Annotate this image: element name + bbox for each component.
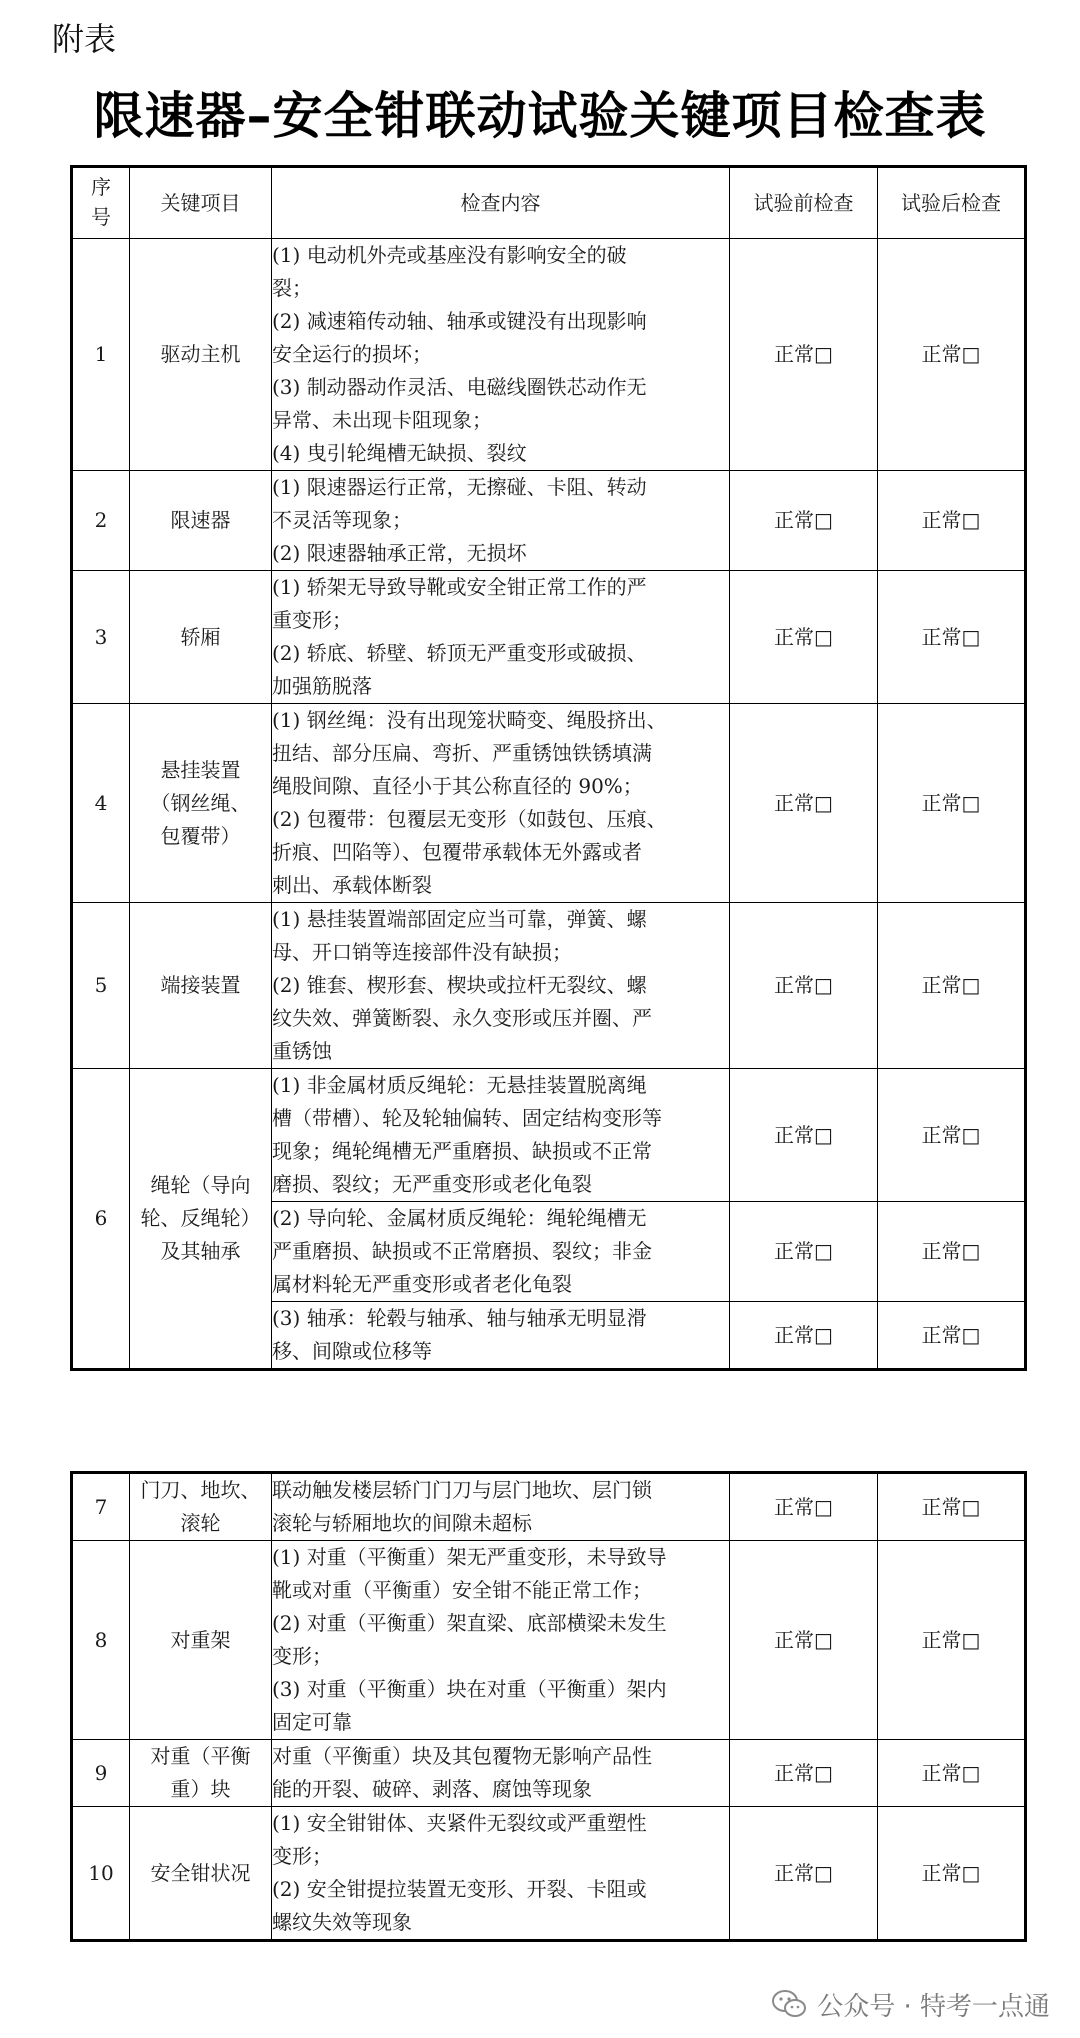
check-content-line: (3) 制动器动作灵活、电磁线圈铁芯动作无 <box>272 375 647 399</box>
check-content-line: 扭结、部分压扁、弯折、严重锈蚀铁锈填满 <box>272 741 652 765</box>
check-content-line: 螺纹失效等现象 <box>272 1910 412 1934</box>
check-content-line: 不灵活等现象； <box>272 508 412 532</box>
check-content-line: (2) 包覆带：包覆层无变形（如鼓包、压痕、 <box>272 807 667 831</box>
check-content-line: (1) 轿架无导致导靴或安全钳正常工作的严 <box>272 575 647 599</box>
check-content-line: 异常、未出现卡阻现象； <box>272 408 492 432</box>
key-item-line: 对重架 <box>170 1627 231 1652</box>
status-before-checkbox: 正常□ <box>730 1302 878 1370</box>
check-content-line: (1) 限速器运行正常，无擦碰、卡阻、转动 <box>272 475 647 499</box>
check-content-line: (2) 锥套、楔形套、楔块或拉杆无裂纹、螺 <box>272 973 647 997</box>
key-item-line: 轿厢 <box>180 624 221 649</box>
check-content <box>272 704 730 903</box>
key-item-line: 限速器 <box>170 508 231 532</box>
check-content-line: 槽（带槽）、轮及轮轴偏转、固定结构变形等 <box>272 1106 662 1130</box>
key-item-line: 驱动主机 <box>160 342 241 366</box>
status-before-checkbox: 正常□ <box>730 1807 878 1941</box>
status-after-checkbox: 正常□ <box>878 1302 1026 1370</box>
check-content-line: 变形； <box>272 1644 332 1668</box>
key-item <box>130 1069 272 1370</box>
check-content-line: (2) 轿底、轿壁、轿顶无严重变形或破损、 <box>272 641 647 665</box>
check-content-line: 滚轮与轿厢地坎的间隙未超标 <box>272 1511 532 1535</box>
table-row <box>72 1473 1026 1541</box>
watermark <box>771 1982 1050 2026</box>
check-content-line: 移、间隙或位移等 <box>272 1339 432 1363</box>
key-item <box>130 1740 272 1807</box>
check-content-line: 磨损、裂纹；无严重变形或老化龟裂 <box>272 1172 592 1196</box>
status-before-checkbox: 正常□ <box>730 1069 878 1202</box>
check-content-line: 安全运行的损坏； <box>272 342 432 366</box>
key-item <box>130 1541 272 1740</box>
check-content-line: 现象；绳轮绳槽无严重磨损、缺损或不正常 <box>272 1139 652 1163</box>
inspection-table-part-1 <box>70 165 1027 1371</box>
check-content-line: 加强筋脱落 <box>272 674 372 698</box>
status-after-checkbox: 正常□ <box>878 471 1026 571</box>
key-item-line: 端接装置 <box>160 973 241 997</box>
check-content-line: 裂； <box>272 276 312 300</box>
key-item-line: 轮、反绳轮） <box>140 1206 261 1230</box>
status-before-checkbox: 正常□ <box>730 1202 878 1302</box>
check-content-line: (4) 曳引轮绳槽无缺损、裂纹 <box>272 441 527 465</box>
row-number: 4 <box>72 704 130 903</box>
check-content-line: (2) 安全钳提拉装置无变形、开裂、卡阻或 <box>272 1877 647 1901</box>
key-item <box>130 1807 272 1941</box>
check-content <box>272 1807 730 1941</box>
check-content-line: (2) 限速器轴承正常，无损坏 <box>272 541 527 565</box>
check-content-line: (1) 电动机外壳或基座没有影响安全的破 <box>272 243 627 267</box>
column-header-num-text: 序 号 <box>91 175 111 229</box>
inspection-table-part-2 <box>70 1471 1027 1942</box>
check-content-line: 属材料轮无严重变形或者老化龟裂 <box>272 1272 572 1296</box>
check-content-line: 纹失效、弹簧断裂、永久变形或压并圈、严 <box>272 1006 652 1030</box>
status-before-checkbox: 正常□ <box>730 704 878 903</box>
check-content <box>272 471 730 571</box>
key-item <box>130 704 272 903</box>
row-number: 7 <box>72 1473 130 1541</box>
status-after-checkbox: 正常□ <box>878 1807 1026 1941</box>
check-content-line: 严重磨损、缺损或不正常磨损、裂纹；非金 <box>272 1239 652 1263</box>
check-content <box>272 1740 730 1807</box>
key-item-line: 安全钳状况 <box>150 1860 251 1885</box>
check-content-line: 重锈蚀 <box>272 1039 332 1063</box>
status-after-checkbox: 正常□ <box>878 704 1026 903</box>
check-content-line: 联动触发楼层轿门门刀与层门地坎、层门锁 <box>272 1478 652 1502</box>
table-row <box>72 239 1026 471</box>
key-item <box>130 1473 272 1541</box>
key-item <box>130 239 272 471</box>
column-header-num <box>72 167 130 239</box>
status-before-checkbox: 正常□ <box>730 571 878 704</box>
check-content-line: 重变形； <box>272 608 352 632</box>
column-header-item: 关键项目 <box>130 167 272 239</box>
check-content <box>272 1302 730 1370</box>
column-header-after: 试验后检查 <box>878 167 1026 239</box>
column-header-content: 检查内容 <box>272 167 730 239</box>
check-content-line: 折痕、凹陷等）、包覆带承载体无外露或者 <box>272 840 642 864</box>
status-after-checkbox: 正常□ <box>878 239 1026 471</box>
table-row <box>72 471 1026 571</box>
status-before-checkbox: 正常□ <box>730 903 878 1069</box>
key-item-line: 滚轮 <box>180 1511 221 1535</box>
check-content-line: (2) 减速箱传动轴、轴承或键没有出现影响 <box>272 309 647 333</box>
status-after-checkbox: 正常□ <box>878 1740 1026 1807</box>
document-title: 限速器–安全钳联动试验关键项目检查表 <box>93 87 987 145</box>
watermark-text: 公众号 · 特考一点通 <box>817 1991 1050 2022</box>
status-after-checkbox: 正常□ <box>878 1541 1026 1740</box>
wechat-icon <box>771 1989 807 2019</box>
key-item <box>130 471 272 571</box>
check-content-line: (1) 悬挂装置端部固定应当可靠，弹簧、螺 <box>272 907 647 931</box>
status-after-checkbox: 正常□ <box>878 571 1026 704</box>
key-item <box>130 571 272 704</box>
check-content-line: 固定可靠 <box>272 1710 352 1734</box>
status-before-checkbox: 正常□ <box>730 471 878 571</box>
row-number: 1 <box>72 239 130 471</box>
key-item-line: 包覆带） <box>160 823 241 848</box>
check-content-line: (3) 对重（平衡重）块在对重（平衡重）架内 <box>272 1677 667 1701</box>
key-item-line: 门刀、地坎、 <box>140 1478 261 1502</box>
status-after-checkbox: 正常□ <box>878 1202 1026 1302</box>
check-content-line: 能的开裂、破碎、剥落、腐蚀等现象 <box>272 1777 592 1801</box>
check-content <box>272 571 730 704</box>
check-content <box>272 1473 730 1541</box>
row-number: 10 <box>72 1807 130 1941</box>
key-item-line: 对重（平衡 <box>150 1744 251 1768</box>
table-row <box>72 704 1026 903</box>
check-content-line: (2) 导向轮、金属材质反绳轮：绳轮绳槽无 <box>272 1206 647 1230</box>
check-content-line: (1) 非金属材质反绳轮：无悬挂装置脱离绳 <box>272 1073 647 1097</box>
row-number: 3 <box>72 571 130 704</box>
check-content <box>272 903 730 1069</box>
row-number: 6 <box>72 1069 130 1370</box>
status-after-checkbox: 正常□ <box>878 1069 1026 1202</box>
table-row <box>72 1069 1026 1202</box>
check-content-line: 靴或对重（平衡重）安全钳不能正常工作； <box>272 1578 652 1602</box>
check-content-line: (3) 轴承：轮毂与轴承、轴与轴承无明显滑 <box>272 1306 647 1330</box>
check-content <box>272 1202 730 1302</box>
check-content <box>272 239 730 471</box>
check-content <box>272 1541 730 1740</box>
table-row <box>72 903 1026 1069</box>
check-content-line: (2) 对重（平衡重）架直梁、底部横梁未发生 <box>272 1611 667 1635</box>
row-number: 5 <box>72 903 130 1069</box>
check-content-line: 刺出、承载体断裂 <box>272 873 432 897</box>
key-item-line: 绳轮（导向 <box>150 1173 251 1197</box>
key-item <box>130 903 272 1069</box>
key-item-line: 悬挂装置 <box>160 757 241 782</box>
check-content-line: (1) 钢丝绳：没有出现笼状畸变、绳股挤出、 <box>272 708 667 732</box>
check-content-line: 母、开口销等连接部件没有缺损； <box>272 940 572 964</box>
status-after-checkbox: 正常□ <box>878 1473 1026 1541</box>
status-before-checkbox: 正常□ <box>730 239 878 471</box>
check-content-line: (1) 对重（平衡重）架无严重变形，未导致导 <box>272 1545 667 1569</box>
table-row <box>72 1740 1026 1807</box>
appendix-label: 附表 <box>52 20 117 58</box>
check-content-line: 对重（平衡重）块及其包覆物无影响产品性 <box>272 1744 652 1768</box>
column-header-before: 试验前检查 <box>730 167 878 239</box>
table-row <box>72 1541 1026 1740</box>
check-content-line: 绳股间隙、直径小于其公称直径的 90%； <box>272 774 643 798</box>
check-content-line: (1) 安全钳钳体、夹紧件无裂纹或严重塑性 <box>272 1811 647 1835</box>
check-content-line: 变形； <box>272 1844 332 1868</box>
status-before-checkbox: 正常□ <box>730 1740 878 1807</box>
row-number: 8 <box>72 1541 130 1740</box>
status-after-checkbox: 正常□ <box>878 903 1026 1069</box>
table-header-row <box>72 167 1026 239</box>
check-content <box>272 1069 730 1202</box>
status-before-checkbox: 正常□ <box>730 1541 878 1740</box>
key-item-line: 重）块 <box>170 1777 231 1801</box>
table-row <box>72 1807 1026 1941</box>
row-number: 2 <box>72 471 130 571</box>
row-number: 9 <box>72 1740 130 1807</box>
table-row <box>72 571 1026 704</box>
key-item-line: 及其轴承 <box>160 1239 241 1263</box>
status-before-checkbox: 正常□ <box>730 1473 878 1541</box>
key-item-line: （钢丝绳、 <box>150 790 251 815</box>
